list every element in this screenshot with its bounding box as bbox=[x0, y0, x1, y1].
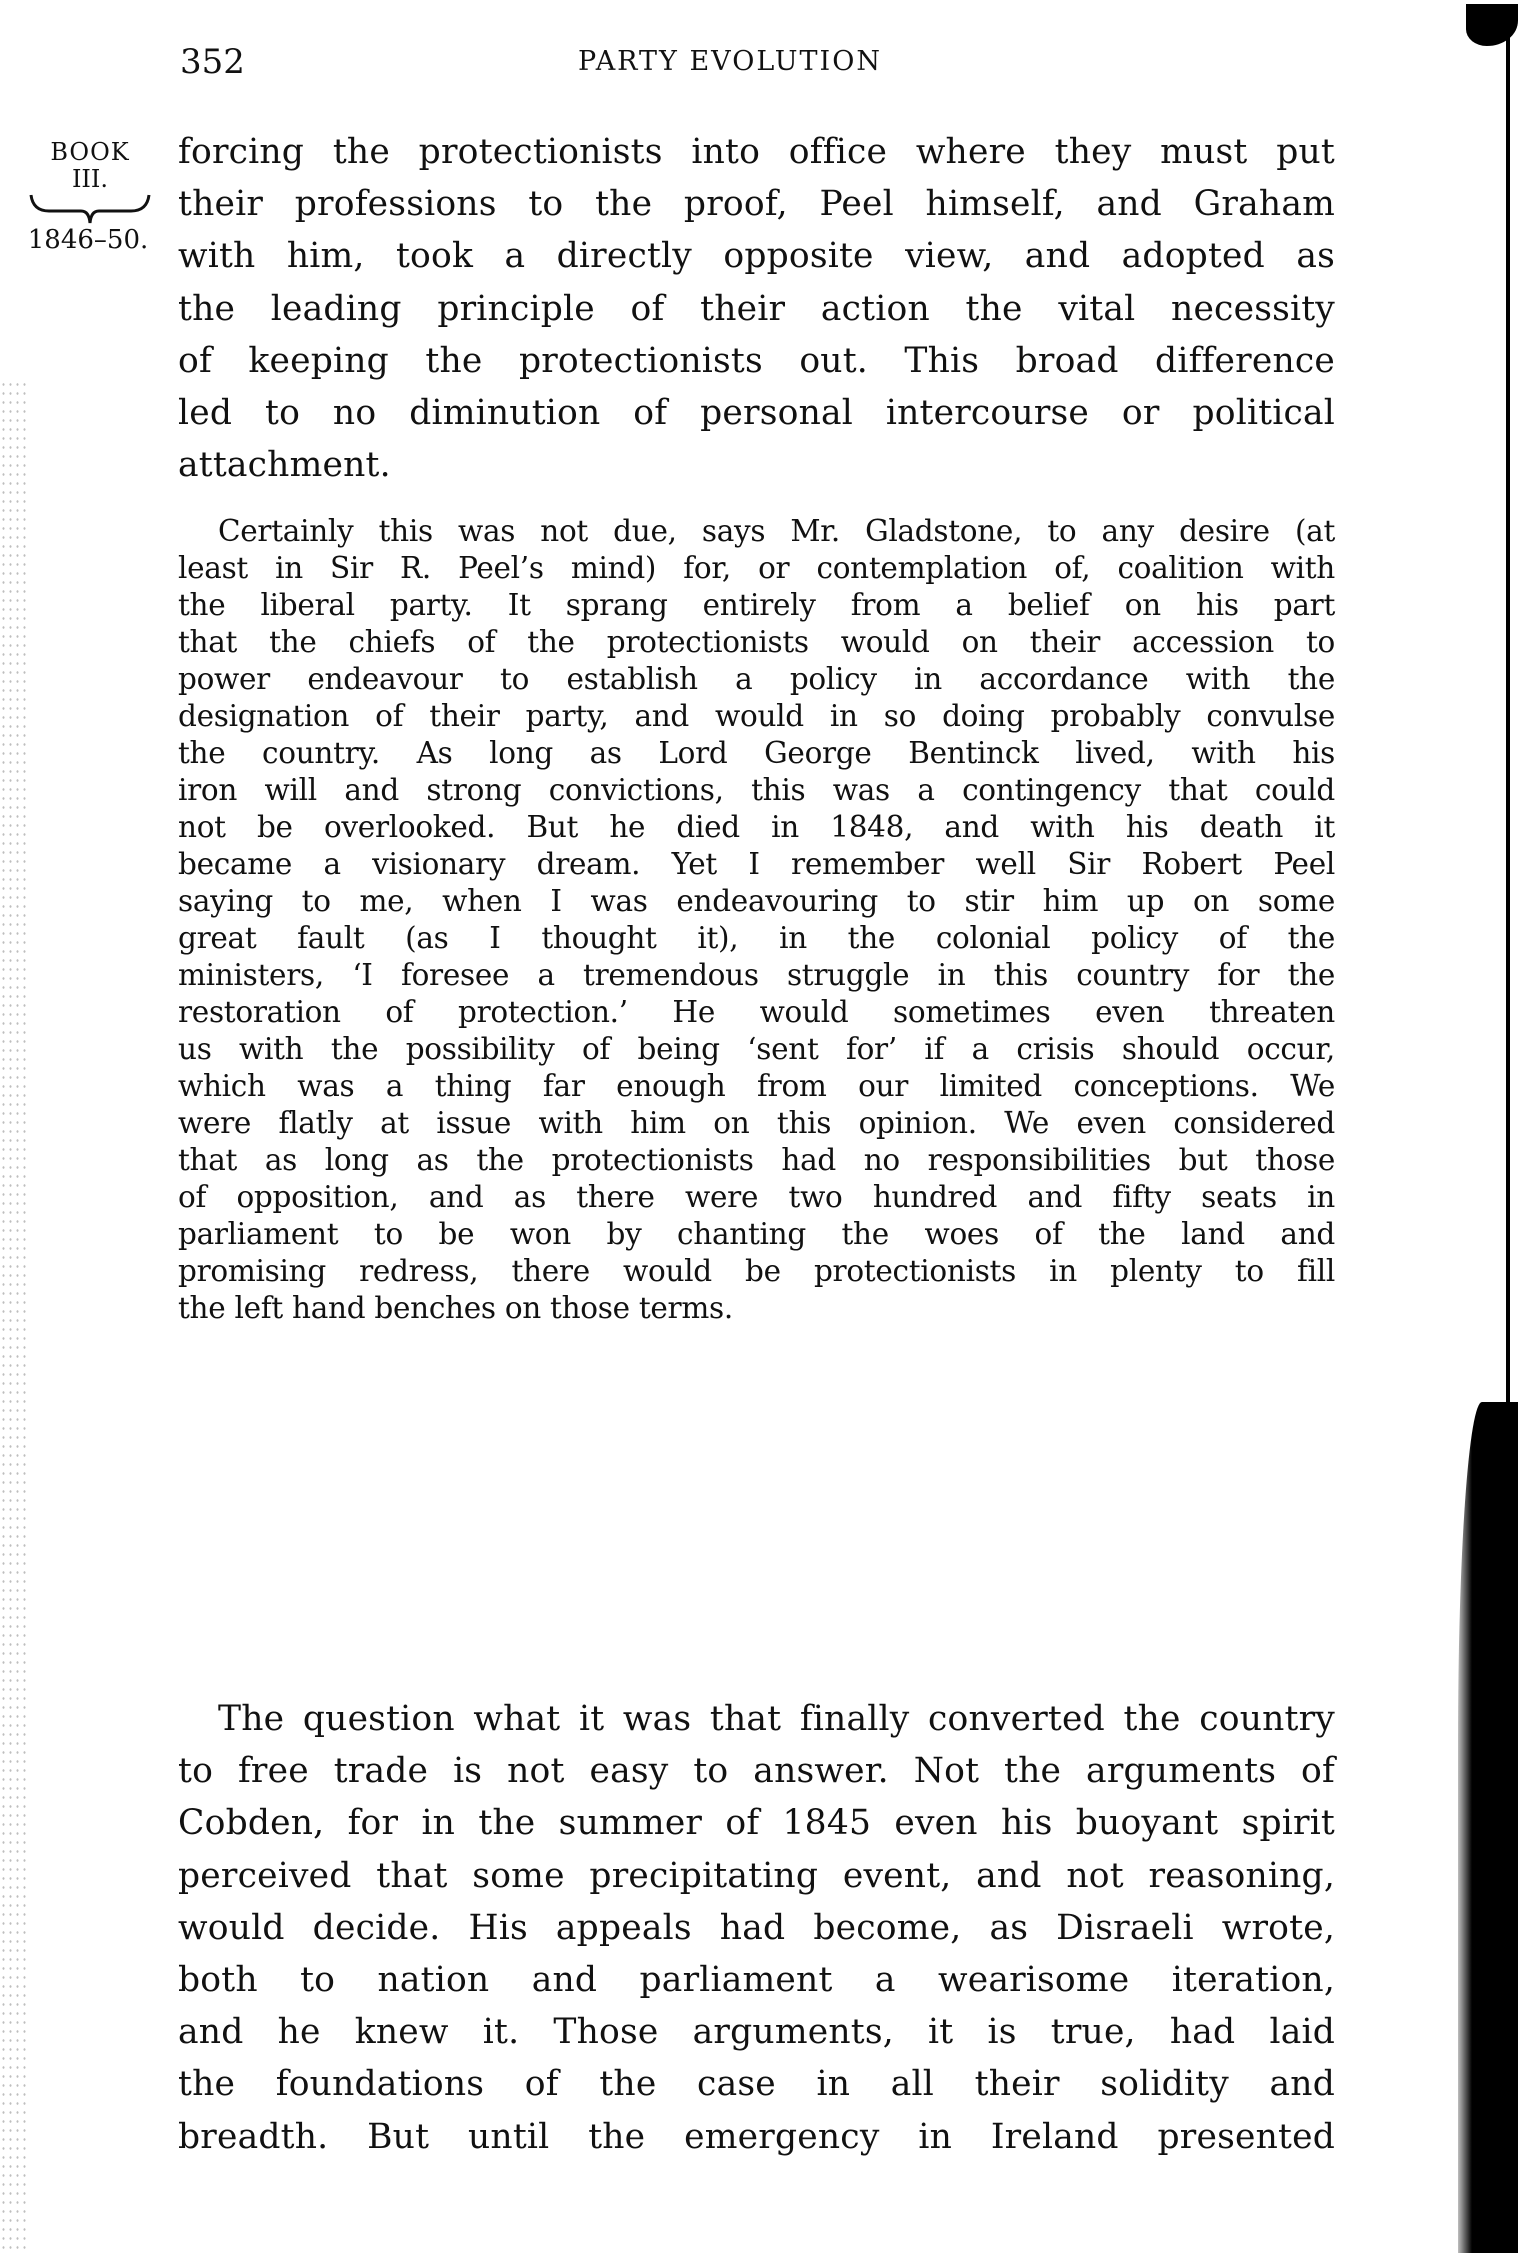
paragraph-1 bbox=[178, 126, 1335, 491]
text-line: would decide. His appeals had become, as Disraeli wrote, bbox=[178, 1907, 1335, 1948]
text-line: Certainly this was not due, says Mr. Gladstone, to any desire (at bbox=[218, 514, 1335, 548]
text-line: to free trade is not easy to answer. Not the arguments of bbox=[178, 1751, 1335, 1792]
quoted-paragraph bbox=[178, 513, 1335, 1327]
page-edge-speckle bbox=[0, 380, 30, 2253]
margin-note-years: 1846–50. bbox=[27, 225, 149, 255]
running-title: PARTY EVOLUTION bbox=[578, 46, 882, 77]
text-line: became a visionary dream. Yet I remember well Sir Robert Peel bbox=[178, 847, 1335, 881]
text-line: their professions to the proof, Peel himself, and Graham bbox=[178, 184, 1335, 225]
text-line: us with the possibility of being ‘sent for’ if a crisis should occur, bbox=[178, 1032, 1335, 1066]
text-line: the leading principle of their action the vital necessity bbox=[178, 288, 1335, 329]
text-line: ministers, ‘I foresee a tremendous struggle in this country for the bbox=[178, 958, 1335, 992]
binding-edge-line bbox=[1506, 30, 1510, 1430]
text-line: restoration of protection.’ He would sometimes even threaten bbox=[178, 995, 1335, 1029]
text-line: with him, took a directly opposite view, and adopted as bbox=[178, 236, 1335, 277]
margin-note bbox=[24, 137, 156, 255]
text-line: attachment. bbox=[178, 445, 391, 486]
text-line: and he knew it. Those arguments, it is true, had laid bbox=[178, 2012, 1335, 2053]
text-line: breadth. But until the emergency in Ireland presented bbox=[178, 2116, 1335, 2157]
margin-note-volume: III. bbox=[71, 165, 109, 193]
curly-brace-icon bbox=[27, 191, 153, 225]
text-line: which was a thing far enough from our limited conceptions. We bbox=[178, 1069, 1335, 1103]
text-line: led to no diminution of personal intercourse or political bbox=[178, 393, 1335, 434]
text-line: The question what it was that finally converted the country bbox=[218, 1699, 1335, 1739]
text-line: were flatly at issue with him on this opinion. We even considered bbox=[178, 1106, 1335, 1140]
text-line: the foundations of the case in all their solidity and bbox=[178, 2064, 1335, 2105]
page-number: 352 bbox=[180, 42, 245, 82]
text-line: of opposition, and as there were two hundred and fifty seats in bbox=[178, 1180, 1335, 1214]
paragraph-3 bbox=[178, 1693, 1335, 2163]
text-line: the liberal party. It sprang entirely from a belief on his part bbox=[178, 588, 1335, 622]
text-line: that as long as the protectionists had no responsibilities but those bbox=[178, 1143, 1335, 1177]
margin-note-book: BOOK bbox=[50, 138, 130, 166]
text-line: great fault (as I thought it), in the colonial policy of the bbox=[178, 921, 1335, 955]
text-line: both to nation and parliament a wearisome iteration, bbox=[178, 1960, 1335, 2001]
text-line: saying to me, when I was endeavouring to stir him up on some bbox=[178, 884, 1335, 918]
text-line: power endeavour to establish a policy in accordance with the bbox=[178, 662, 1335, 696]
text-line: forcing the protectionists into office where they must put bbox=[178, 132, 1335, 172]
text-line: parliament to be won by chanting the woes of the land and bbox=[178, 1217, 1335, 1251]
text-line: the country. As long as Lord George Bentinck lived, with his bbox=[178, 736, 1335, 770]
binding-shadow-bottom bbox=[1458, 1402, 1518, 2253]
text-line: that the chiefs of the protectionists would on their accession to bbox=[178, 625, 1335, 659]
text-line: least in Sir R. Peel’s mind) for, or contemplation of, coalition with bbox=[178, 551, 1335, 585]
text-line: not be overlooked. But he died in 1848, and with his death it bbox=[178, 810, 1335, 844]
running-head bbox=[0, 38, 1530, 88]
text-line: designation of their party, and would in so doing probably convulse bbox=[178, 699, 1335, 733]
text-line: iron will and strong convictions, this was a contingency that could bbox=[178, 773, 1335, 807]
text-line: of keeping the protectionists out. This broad difference bbox=[178, 340, 1335, 381]
text-line: the left hand benches on those terms. bbox=[178, 1291, 733, 1325]
text-line: promising redress, there would be protectionists in plenty to fill bbox=[178, 1254, 1335, 1288]
text-line: Cobden, for in the summer of 1845 even his buoyant spirit bbox=[178, 1803, 1335, 1844]
text-line: perceived that some precipitating event, and not reasoning, bbox=[178, 1855, 1335, 1896]
